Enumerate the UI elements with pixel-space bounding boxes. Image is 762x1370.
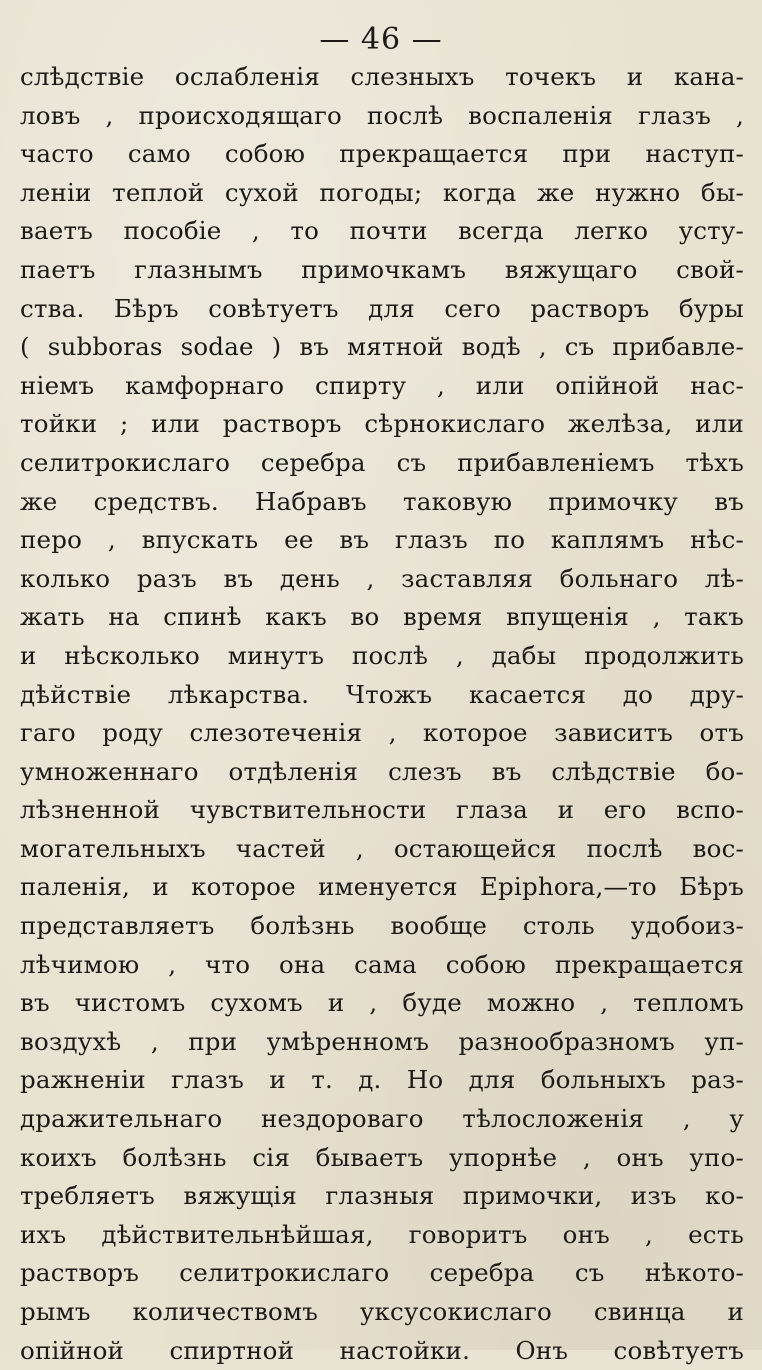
text-line: часто само собою прекращается при наступ- bbox=[20, 139, 744, 169]
text-line: слѣдствіе ослабленія слезныхъ точекъ и кана- bbox=[20, 62, 744, 91]
body-text bbox=[20, 58, 744, 1370]
text-line: лѣзненной чувствительности глаза и его вспо- bbox=[20, 795, 744, 825]
text-line: паетъ глазнымъ примочкамъ вяжущаго свой- bbox=[20, 254, 744, 284]
text-line: тойки ; или растворъ сѣрнокислаго желѣза, или bbox=[20, 409, 744, 439]
text-line: опійной спиртной настойки. Онъ совѣтуетъ bbox=[20, 1335, 744, 1365]
text-line: дражительнаго нездороваго тѣлосложенія , у bbox=[20, 1104, 744, 1134]
text-line: перо , впускать ее въ глазъ по каплямъ нѣс- bbox=[20, 525, 744, 555]
text-line: жать на спинѣ какъ во время впущенія , такъ bbox=[20, 602, 744, 632]
text-line: ихъ дѣйствительнѣйшая, говоритъ онъ , есть bbox=[20, 1219, 744, 1249]
text-line: ніемъ камфорнаго спирту , или опійной нас- bbox=[20, 370, 744, 400]
text-line: и нѣсколько минутъ послѣ , дабы продолжить bbox=[20, 640, 744, 670]
text-line: представляетъ болѣзнь вообще столь удобоиз- bbox=[20, 911, 744, 941]
page-number: — 46 — bbox=[319, 22, 443, 57]
text-line: коихъ болѣзнь сія бываетъ упорнѣе , онъ упо- bbox=[20, 1142, 744, 1172]
text-line: колько разъ въ день , заставляя больнаго лѣ- bbox=[20, 563, 744, 593]
text-line: могательныхъ частей , остающейся послѣ вос- bbox=[20, 833, 744, 863]
text-line: ( subboras sodae ) въ мятной водѣ , съ прибавле- bbox=[20, 332, 744, 362]
text-line: умноженнаго отдѣленія слезъ въ слѣдствіе бо- bbox=[20, 756, 744, 786]
text-line: ваетъ пособіе , то почти всегда легко усту- bbox=[20, 216, 744, 246]
text-line: паленія, и которое именуется Epiphora,—то Бѣръ bbox=[20, 872, 744, 902]
text-line: воздухѣ , при умѣренномъ разнообразномъ уп- bbox=[20, 1026, 744, 1056]
text-line: леніи теплой сухой погоды; когда же нужно бы- bbox=[20, 177, 744, 207]
text-line: лѣчимою , что она сама собою прекращается bbox=[20, 949, 744, 979]
text-line: дѣйствіе лѣкарства. Чтожъ касается до дру- bbox=[20, 679, 744, 709]
text-line: ства. Бѣръ совѣтуетъ для сего растворъ буры bbox=[20, 293, 744, 323]
text-line: въ чистомъ сухомъ и , буде можно , тепломъ bbox=[20, 988, 744, 1018]
text-line: ражненіи глазъ и т. д. Но для больныхъ раз- bbox=[20, 1065, 744, 1095]
text-line: требляетъ вяжущія глазныя примочки, изъ ко- bbox=[20, 1181, 744, 1211]
text-line: ловъ , происходящаго послѣ воспаленія глазъ , bbox=[20, 100, 744, 130]
text-line: растворъ селитрокислаго серебра съ нѣкото- bbox=[20, 1258, 744, 1288]
text-line: гаго роду слезотеченія , которое зависитъ отъ bbox=[20, 718, 744, 748]
text-line: селитрокислаго серебра съ прибавленіемъ тѣхъ bbox=[20, 447, 744, 477]
text-line: же средствъ. Набравъ таковую примочку въ bbox=[20, 486, 744, 516]
text-line: рымъ количествомъ уксусокислаго свинца и bbox=[20, 1297, 744, 1326]
